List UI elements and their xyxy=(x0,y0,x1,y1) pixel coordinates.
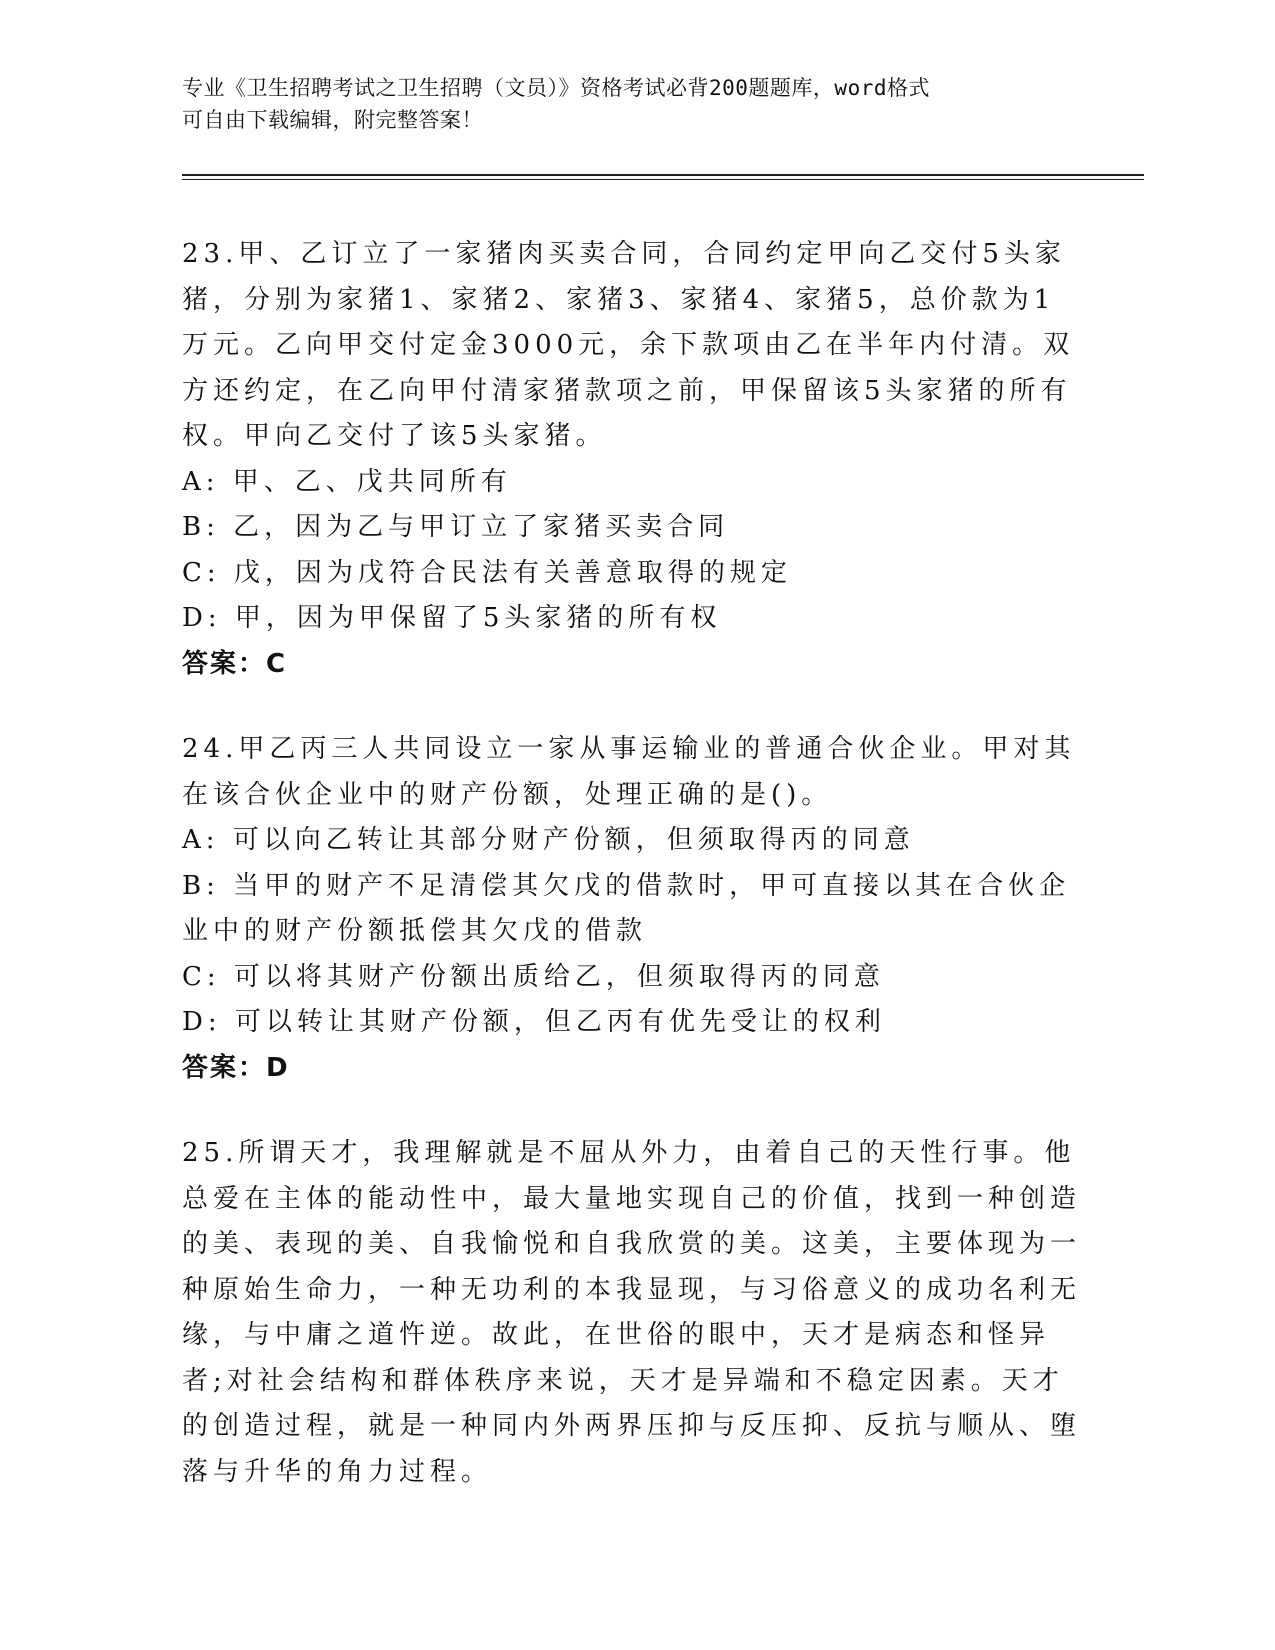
option-d: D: 甲，因为甲保留了5头家猪的所有权 xyxy=(182,603,722,633)
option-a: A: 甲、乙、戊共同所有 xyxy=(182,466,512,497)
question-stem: 25.所谓天才，我理解就是不屈从外力，由着自己的天性行事。他总爱在主体的能动性中，最大量地实现自己的价值，找到一种创造的美、表现的美、自我愉悦和自我欣赏的美。这美，主要体现为一种原始生命力，一种无功利的本我显现，与习俗意义的成功名利无缘，与中庸之道忤逆。故此，在世俗的眼中，天才是病态和怪异者;对社会结构和群体秩序来说，天才是异端和不稳定因素。天才的创造过程，就是一种同内外两界压抑与反压抑、反抗与顺从、堕落与升华的角力过程。 xyxy=(182,1138,1082,1487)
option-c: C: 戊，因为戊符合民法有关善意取得的规定 xyxy=(182,557,792,588)
document-header xyxy=(182,72,1062,136)
header-divider-thick xyxy=(182,174,1144,176)
header-divider-thin xyxy=(182,179,1144,180)
question-stem: 23.甲、乙订立了一家猪肉买卖合同，合同约定甲向乙交付5头家猪，分别为家猪1、家猪2、家猪3、家猪4、家猪5，总价款为1万元。乙向甲交付定金3000元，余下款项由乙在半年内付清。双方还约定，在乙向甲付清家猪款项之前，甲保留该5头家猪的所有权。甲向乙交付了该5头家猪。 xyxy=(182,239,1075,451)
option-d: D: 可以转让其财产份额，但乙丙有优先受让的权利 xyxy=(182,1007,886,1037)
question-24 xyxy=(182,727,1082,1091)
option-b: B: 乙，因为乙与甲订立了家猪买卖合同 xyxy=(182,512,730,542)
option-c: C: 可以将其财产份额出质给乙，但须取得丙的同意 xyxy=(182,961,885,992)
question-stem: 24.甲乙丙三人共同设立一家从事运输业的普通合伙企业。甲对其在该合伙企业中的财产份额，处理正确的是()。 xyxy=(182,734,1076,810)
answer-label: 答案：D xyxy=(182,1052,290,1083)
option-a: A: 可以向乙转让其部分财产份额，但须取得丙的同意 xyxy=(182,825,915,855)
question-25 xyxy=(182,1131,1082,1495)
question-23 xyxy=(182,232,1082,687)
option-b: B: 当甲的财产不足清偿其欠戊的借款时，甲可直接以其在合伙企业中的财产份额抵偿其欠戊的借款 xyxy=(182,870,1071,946)
question-list xyxy=(182,232,1082,1535)
header-title-line-1: 专业《卫生招聘考试之卫生招聘（文员）》资格考试必背200题题库，word格式 xyxy=(182,76,930,100)
header-title-line-2: 可自由下载编辑，附完整答案！ xyxy=(182,108,483,132)
answer-label: 答案：C xyxy=(182,648,288,679)
